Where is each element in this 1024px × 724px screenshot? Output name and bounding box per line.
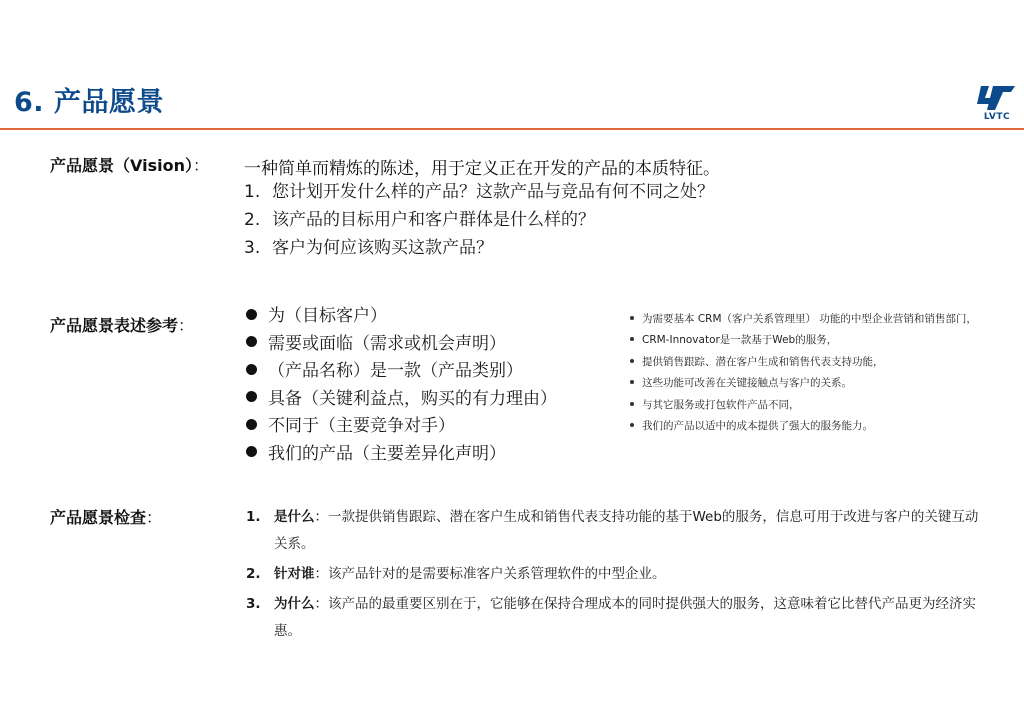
bullet-icon bbox=[630, 359, 634, 363]
question-text: 您计划开发什么样的产品？这款产品与竞品有何不同之处？ bbox=[272, 182, 714, 202]
template-item-text: 具备（关键利益点，购买的有力理由） bbox=[268, 388, 557, 409]
list-item bbox=[246, 332, 557, 360]
vision-questions bbox=[244, 180, 714, 264]
vision-label bbox=[50, 153, 209, 176]
bullet-icon bbox=[246, 419, 257, 430]
check-number: 1. bbox=[246, 509, 261, 525]
list-item bbox=[246, 304, 557, 332]
question-number: 2. bbox=[244, 210, 261, 230]
check-sep: ： bbox=[314, 596, 328, 612]
question-text: 客户为何应该购买这款产品？ bbox=[272, 238, 493, 258]
list-item bbox=[246, 561, 986, 588]
list-item bbox=[246, 591, 986, 645]
list-item bbox=[630, 353, 977, 374]
check-term: 是什么 bbox=[274, 509, 315, 525]
check-text: 该产品的最重要区别在于，它能够在保持合理成本的同时提供强大的服务，这意味着它比替代产品更为经济实惠。 bbox=[274, 596, 976, 639]
list-item bbox=[246, 504, 986, 558]
list-item bbox=[244, 208, 714, 236]
bullet-icon bbox=[630, 402, 634, 406]
check-text: 一款提供销售跟踪、潜在客户生成和销售代表支持功能的基于Web的服务，信息可用于改进与客户的关键互动关系。 bbox=[274, 509, 979, 552]
vision-definition: 一种简单而精炼的陈述，用于定义正在开发的产品的本质特征。 bbox=[244, 159, 720, 179]
list-item bbox=[630, 374, 977, 395]
template-item-text: 我们的产品（主要差异化声明） bbox=[268, 443, 506, 464]
list-item bbox=[246, 387, 557, 415]
bullet-icon bbox=[246, 391, 257, 402]
bullet-icon bbox=[246, 309, 257, 320]
check-term: 针对谁 bbox=[274, 566, 315, 582]
bullet-icon bbox=[246, 364, 257, 375]
template-example bbox=[630, 310, 977, 438]
check-term: 为什么 bbox=[274, 596, 315, 612]
check-number: 2. bbox=[246, 566, 261, 582]
template-label-colon: ： bbox=[178, 316, 195, 335]
check-sep: ： bbox=[314, 509, 328, 525]
check-items bbox=[246, 504, 986, 648]
template-items bbox=[246, 304, 557, 470]
example-text: 提供销售跟踪、潜在客户生成和销售代表支持功能， bbox=[642, 355, 884, 368]
bullet-icon bbox=[246, 336, 257, 347]
check-label-colon: ： bbox=[146, 508, 163, 527]
list-item bbox=[244, 236, 714, 264]
check-text: 该产品针对的是需要标准客户关系管理软件的中型企业。 bbox=[328, 566, 666, 582]
bullet-icon bbox=[246, 446, 257, 457]
check-number: 3. bbox=[246, 596, 261, 612]
list-item bbox=[630, 331, 977, 352]
template-label-text: 产品愿景表述参考 bbox=[50, 316, 179, 335]
check-label bbox=[50, 505, 162, 528]
bullet-icon bbox=[630, 316, 634, 320]
example-text: CRM-Innovator是一款基于Web的服务， bbox=[642, 334, 838, 347]
header-divider bbox=[0, 128, 1024, 130]
list-item bbox=[246, 414, 557, 442]
example-text: 与其它服务或打包软件产品不同， bbox=[642, 398, 800, 411]
vision-label-colon: ： bbox=[192, 156, 209, 175]
check-label-text: 产品愿景检查 bbox=[50, 508, 147, 527]
bullet-icon bbox=[630, 337, 634, 341]
vision-label-text: 产品愿景（Vision） bbox=[50, 156, 193, 175]
example-text: 这些功能可改善在关键接触点与客户的关系。 bbox=[642, 377, 852, 390]
list-item bbox=[630, 310, 977, 331]
list-item bbox=[244, 180, 714, 208]
question-text: 该产品的目标用户和客户群体是什么样的？ bbox=[272, 210, 595, 230]
list-item bbox=[246, 442, 557, 470]
list-item bbox=[246, 359, 557, 387]
logo-text: LVTC bbox=[983, 112, 1011, 122]
template-item-text: 需要或面临（需求或机会声明） bbox=[268, 333, 506, 354]
list-item bbox=[630, 396, 977, 417]
check-sep: ： bbox=[314, 566, 328, 582]
template-item-text: 不同于（主要竞争对手） bbox=[268, 416, 455, 437]
question-number: 3. bbox=[244, 238, 261, 258]
template-label bbox=[50, 313, 194, 336]
example-text: 我们的产品以适中的成本提供了强大的服务能力。 bbox=[642, 419, 873, 432]
example-text: 为需要基本 CRM（客户关系管理里） 功能的中型企业营销和销售部门， bbox=[642, 313, 977, 325]
question-number: 1. bbox=[244, 182, 261, 202]
bullet-icon bbox=[630, 380, 634, 384]
template-item-text: （产品名称）是一款（产品类别） bbox=[268, 361, 523, 382]
page-title: 6. 产品愿景 bbox=[14, 87, 164, 118]
bullet-icon bbox=[630, 423, 634, 427]
list-item bbox=[630, 417, 977, 438]
template-item-text: 为（目标客户） bbox=[268, 306, 387, 326]
